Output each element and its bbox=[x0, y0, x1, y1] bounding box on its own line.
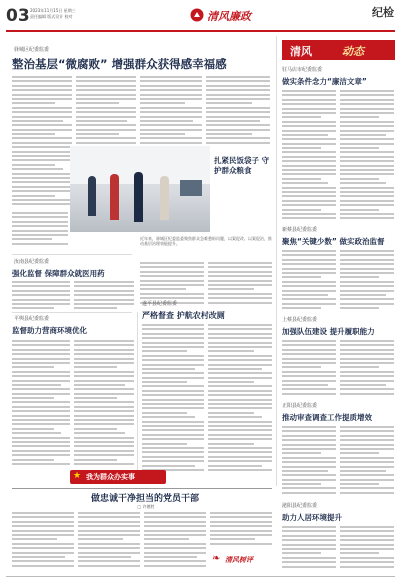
photo-caption-title: 扎紧民饭袋子 守护群众粮食 bbox=[214, 156, 270, 175]
article-kicker: 驻马店市纪委监委 bbox=[282, 67, 323, 73]
article-kicker: 平舆县纪委监委 bbox=[14, 316, 50, 322]
commentary-body bbox=[78, 512, 140, 572]
main-photo bbox=[70, 146, 210, 232]
article-body bbox=[340, 90, 394, 220]
footer-rule bbox=[6, 576, 395, 577]
divider bbox=[12, 312, 132, 313]
article-kicker: 汝南县纪委监委 bbox=[14, 259, 50, 265]
article-kicker: 正阳县纪委监委 bbox=[282, 403, 318, 409]
commentary-badge bbox=[212, 552, 272, 568]
main-article-kicker: 驿城区纪委监委 bbox=[14, 47, 50, 53]
article-body bbox=[74, 340, 134, 468]
commentary-body bbox=[210, 512, 272, 550]
article-kicker: 新蔡县纪委监委 bbox=[282, 227, 318, 233]
main-article-body bbox=[206, 76, 270, 144]
main-article-body bbox=[12, 76, 72, 206]
badge-text: 清风树评 bbox=[225, 556, 253, 564]
main-article-body bbox=[208, 262, 272, 304]
banner-right: 动态 bbox=[342, 45, 364, 58]
article-title: 加强队伍建设 提升履职能力 bbox=[282, 327, 375, 336]
slogan-text: 我为群众办实事 bbox=[86, 473, 135, 481]
article-title: 监督助力营商环境优化 bbox=[12, 326, 87, 335]
article-body bbox=[282, 426, 336, 498]
article-body bbox=[74, 281, 134, 309]
article-body bbox=[282, 526, 336, 572]
article-body bbox=[282, 90, 336, 220]
article-kicker: 上蔡县纪委监委 bbox=[282, 317, 318, 323]
header-rule bbox=[6, 30, 395, 32]
article-kicker: 泌阳县纪委监委 bbox=[282, 503, 318, 509]
main-article-title: 整治基层“微腐败” 增强群众获得感幸福感 bbox=[12, 57, 227, 71]
divider bbox=[276, 36, 277, 486]
section-name: 纪检 bbox=[372, 6, 394, 19]
article-body bbox=[340, 526, 394, 572]
page-number: 03 bbox=[6, 6, 30, 26]
right-banner bbox=[282, 40, 395, 60]
article-title: 聚焦“关键少数” 做实政治监督 bbox=[282, 237, 385, 246]
date-line: 2023年11月15日 星期三 bbox=[30, 8, 76, 13]
article-body bbox=[340, 340, 394, 398]
article-body bbox=[12, 340, 70, 468]
article-title: 严格督查 护航农村改厕 bbox=[142, 311, 225, 320]
divider bbox=[137, 312, 138, 472]
article-kicker: 遂平县纪委监委 bbox=[142, 301, 178, 307]
main-article-body bbox=[12, 212, 68, 248]
article-title: 做实条件念力“廉洁文章” bbox=[282, 77, 367, 86]
slogan-star-icon: ★ bbox=[73, 471, 82, 481]
main-article-body bbox=[140, 262, 204, 304]
commentary-byline: □ 许德胜 bbox=[137, 504, 155, 509]
slogan-banner bbox=[70, 470, 166, 484]
article-body bbox=[142, 324, 204, 474]
page-header bbox=[0, 0, 401, 42]
editor-line: 责任编辑 版式设计 校对 bbox=[30, 14, 73, 19]
article-body bbox=[340, 250, 394, 312]
photo-caption-text: 近年来，驿城区纪委监委聚焦群众急难愁盼问题，以案促改、以案促治，推动基层治理效能提升。 bbox=[140, 236, 272, 246]
main-article-body bbox=[140, 76, 202, 144]
article-body bbox=[282, 340, 336, 398]
article-title: 推动审查调查工作提质增效 bbox=[282, 413, 372, 422]
commentary-body bbox=[144, 512, 206, 572]
commentary-body bbox=[12, 512, 74, 572]
commentary-title: 做忠诚干净担当的党员干部 bbox=[90, 494, 199, 504]
article-title: 强化监督 保障群众就医用药 bbox=[12, 269, 105, 278]
banner-left: 清风 bbox=[290, 45, 312, 58]
article-title: 助力人居环境提升 bbox=[282, 513, 342, 522]
masthead-emblem-icon bbox=[190, 8, 204, 22]
divider bbox=[12, 254, 132, 255]
badge-leaf-icon: ❧ bbox=[212, 553, 221, 564]
article-body bbox=[282, 250, 336, 312]
article-body bbox=[12, 281, 70, 309]
article-body bbox=[208, 324, 272, 474]
divider bbox=[12, 488, 272, 489]
masthead-title: 清风廉政 bbox=[207, 10, 251, 23]
article-body bbox=[340, 426, 394, 498]
masthead-logo bbox=[190, 6, 280, 26]
